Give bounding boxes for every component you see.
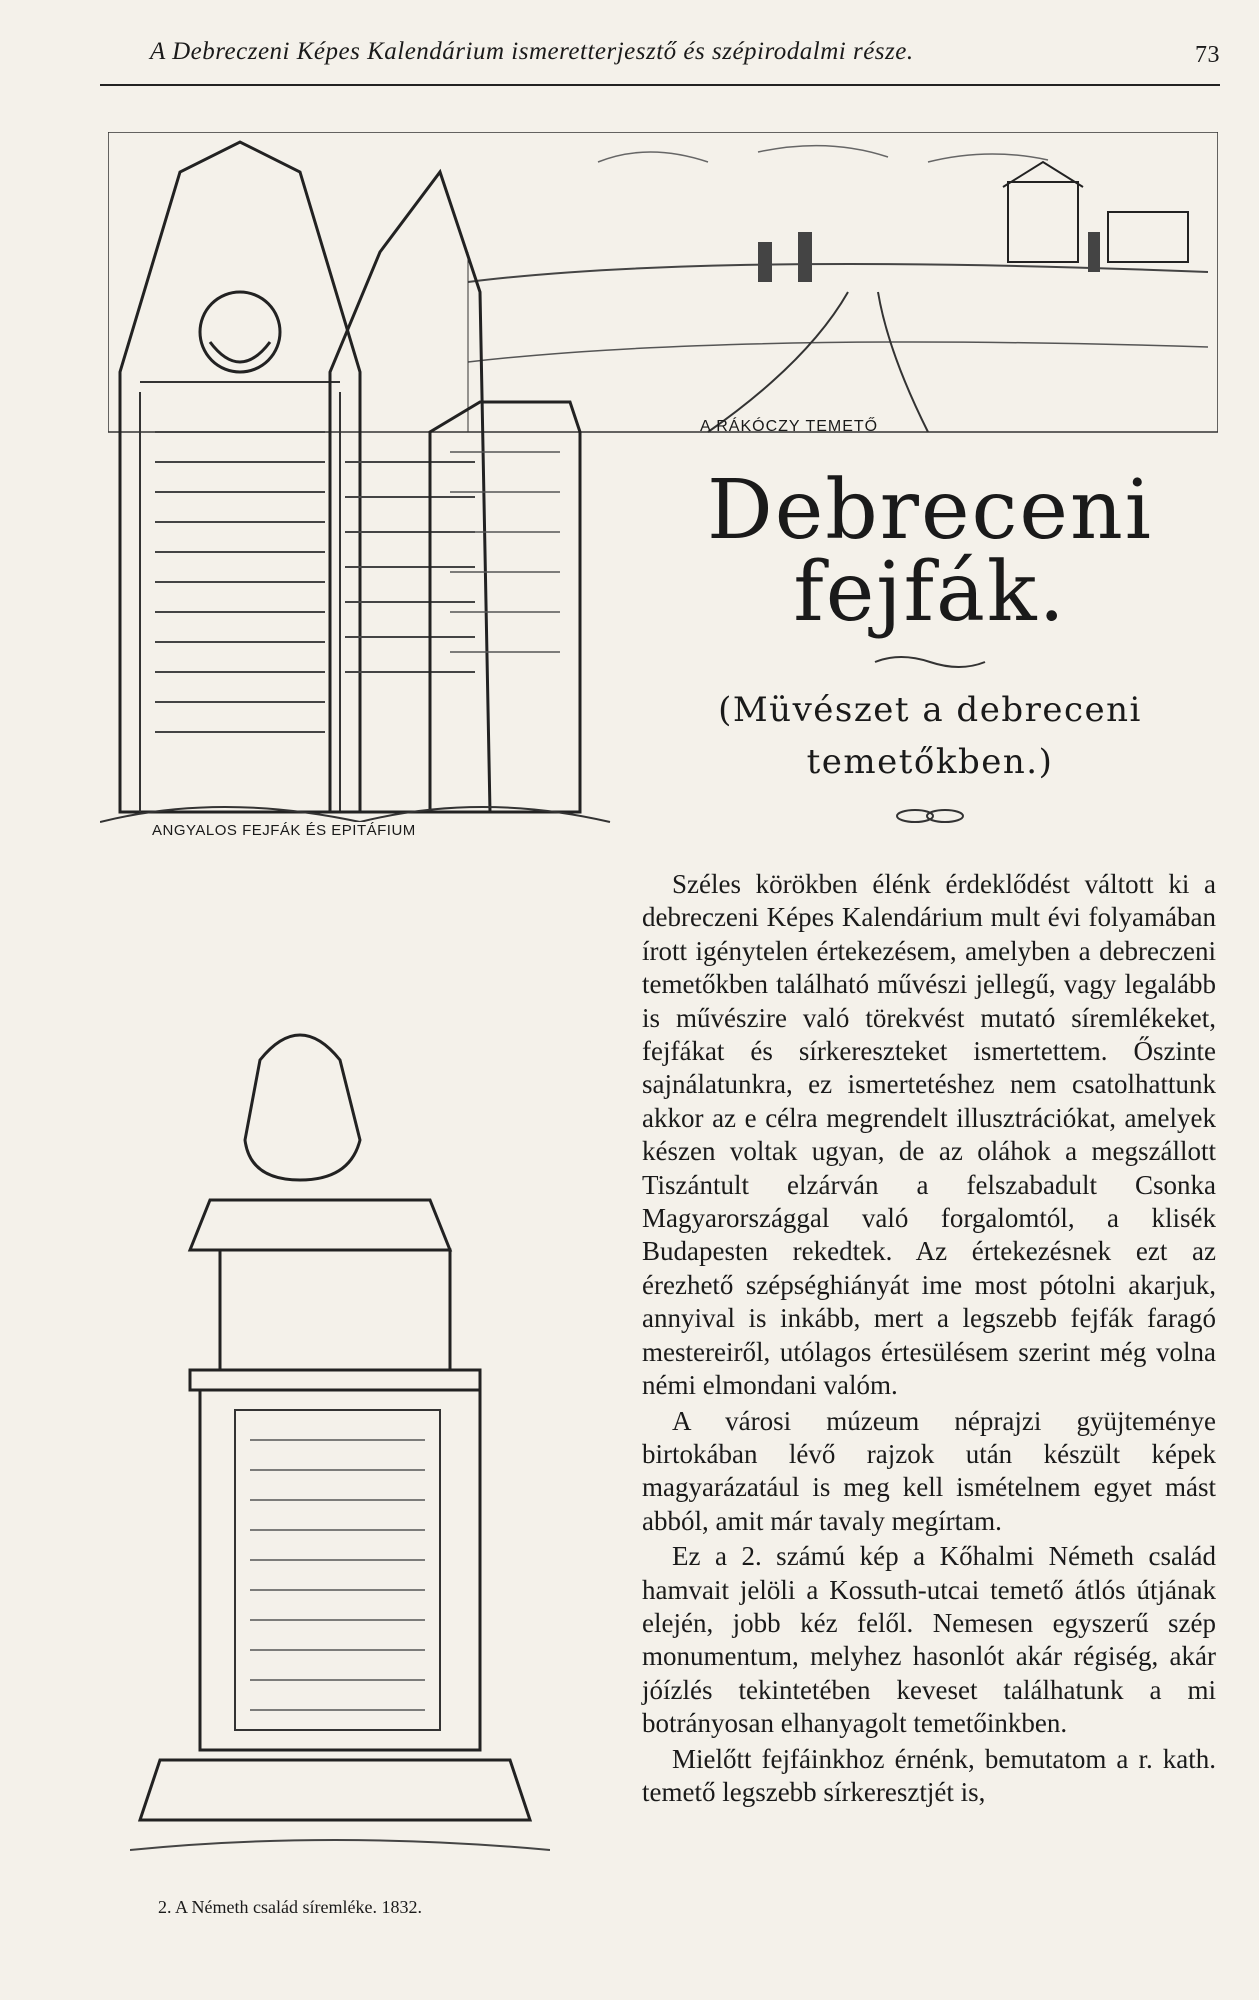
article-body [642,868,1216,1809]
paragraph: Ez a 2. számú kép a Kőhalmi Németh család hamvait jelöli a Kossuth-utcai temető átlós útjának elején, jobb kéz felől. Nemesen egyszerű szép monumentum, melyhez hasonlót akár régiség, akár jóízlés tekintetében keveset találhatunk a mi botrányosan elhanyagolt temetőinkben. [642,1541,1216,1739]
paragraph: Széles körökben élénk érdeklődést váltott ki a debreczeni Képes Kalendárium mult évi folyamában írott igénytelen értekezésem, amelyben a debreczeni temetőkben található művészi jellegű, vagy legalább is művészire való törekvést mutató síremlékeket, fejfákat és sírkereszteket ismertettem. Őszinte sajnálatunkra, ez ismertetéshez nem csatolhattunk akkor az e célra megrendelt illusztrációkat, amelyek készen voltak ugyan, de az oláhok a megszállott Tiszántult elzárván a felszabadult Csonka Magyarországgal való forgalomtól, a klisék Budapesten rekedtek. Az értekezésnek ezt az érezhető szépséghiányát ime most pótolni akarjuk, annyival is inkább, mert a legszebb fejfák faragó mestereiről, utólagos értesülésem szerint még volna némi elmondani valóm. [642,869,1216,1401]
cemetery-caption: A RÁKÓCZY TEMETŐ [700,418,879,435]
paragraph: A városi múzeum néprajzi gyüjteménye birtokában lévő rajzok után készült képek magyarázatául is meg kell ismételnem egyet mást abból, amit már tavaly megírtam. [642,1405,1216,1536]
headboards-illustration [100,132,620,832]
headboards-caption: ANGYALOS FEJFÁK ÉS EPITÁFIUM [148,822,420,839]
article-subtitle: (Müvészet a debreceni temetőkben.) [718,690,1142,782]
subtitle-ornament [870,804,990,828]
running-header [150,34,1220,74]
article-title: Debreceni fejfák. [707,463,1153,640]
title-ornament [870,650,990,674]
header-rule [100,84,1220,86]
monument-illustration [130,1020,550,1880]
page-number: 73 [1195,42,1220,68]
article-heading [640,463,1220,828]
monument-caption: 2. A Németh család síremléke. 1832. [158,1897,422,1917]
paragraph: Mielőtt fejfáinkhoz érnénk, bemutatom a r. kath. temető legszebb sírkeresztjét is, [642,1743,1216,1807]
running-title: A Debreczeni Képes Kalendárium ismeretterjesztő és szépirodalmi része. [150,38,914,65]
